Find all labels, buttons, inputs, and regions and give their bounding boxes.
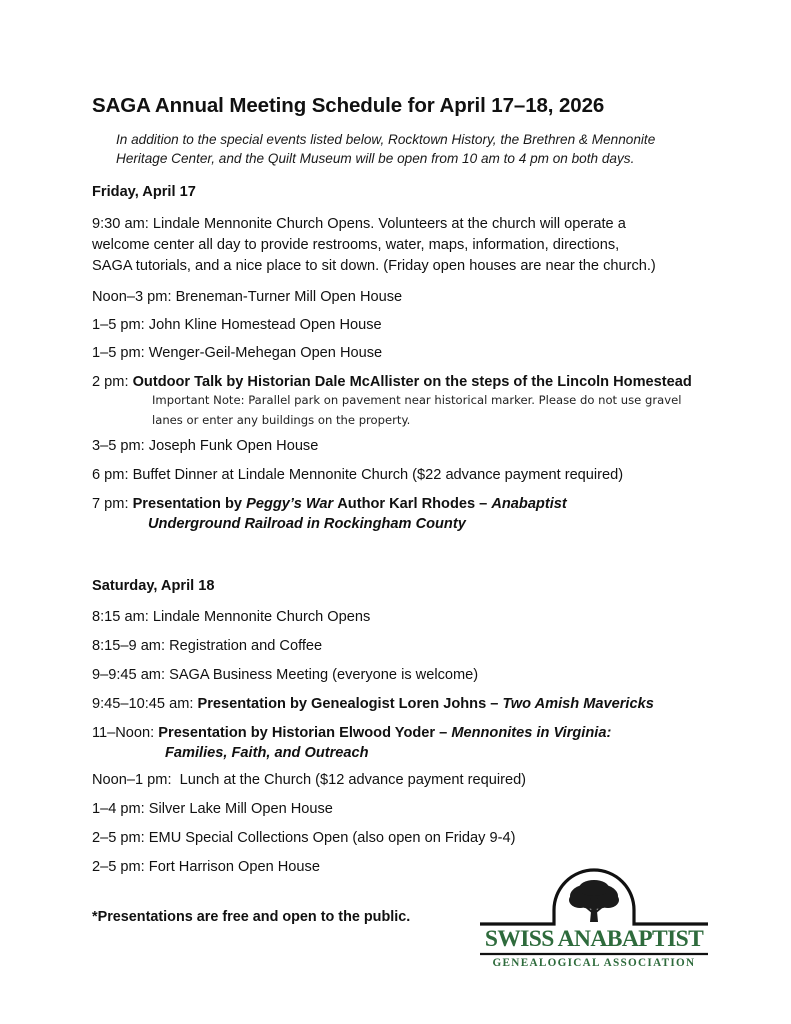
talk-title: Underground Railroad in Rockingham County [148,516,466,532]
entry-time: 1–5 pm: [92,345,145,361]
entry-text: Lunch at the Church ($12 advance payment required) [175,772,527,788]
entry-text: Breneman-Turner Mill Open House [175,289,403,305]
schedule-entry [92,343,382,364]
entry-text: Buffet Dinner at Lindale Mennonite Church ($22 advance payment required) [132,467,624,483]
schedule-entry [92,607,370,628]
entry-text: SAGA tutorials, and a nice place to sit down. (Friday open houses are near the church.) [92,258,656,274]
schedule-entry [92,287,402,308]
entry-time: 2–5 pm: [92,859,145,875]
talk-title: Families, Faith, and Outreach [165,745,369,761]
saturday-heading: Saturday, April 18 [92,578,215,594]
entry-continuation [165,743,369,764]
parking-note [152,390,752,430]
entry-continuation [148,514,466,535]
saga-logo [478,866,710,976]
logo-subtitle: GENEALOGICAL ASSOCIATION [492,957,696,969]
schedule-entry [92,828,515,849]
entry-time: 1–4 pm: [92,801,145,817]
entry-text: welcome center all day to provide restrooms, water, maps, information, directions, [92,237,620,253]
schedule-entry [92,799,333,820]
entry-text: EMU Special Collections Open (also open on Friday 9-4) [148,830,516,846]
schedule-entry-presentation [92,494,567,515]
book-title: Peggy’s War [246,496,334,512]
entry-time: 2 pm: [92,374,129,390]
entry-text: SAGA Business Meeting (everyone is welcome) [169,667,479,683]
schedule-entry [92,465,623,486]
talk-title: Anabaptist [491,496,567,512]
entry-text: Registration and Coffee [169,638,323,654]
page-title: SAGA Annual Meeting Schedule for April 17–18, 2026 [92,94,605,117]
talk-title: Mennonites in Virginia: [451,725,612,741]
oak-tree-icon [569,880,619,922]
entry-time: 7 pm: [92,496,129,512]
entry-time: 9:45–10:45 am: [92,696,194,712]
entry-text: Outdoor Talk by Historian Dale McAllister on the steps of the Lincoln Homestead [132,374,692,390]
entry-time: 6 pm: [92,467,129,483]
entry-text: Presentation by Historian Elwood Yoder – [158,725,448,741]
talk-title: Two Amish Mavericks [502,696,654,712]
note-line: lanes or enter any buildings on the property. [152,413,411,427]
intro-line: Heritage Center, and the Quilt Museum will be open from 10 am to 4 pm on both days. [116,151,635,166]
entry-text: Presentation by [132,496,243,512]
schedule-entry [92,770,526,791]
schedule-entry-friday-opening [92,214,656,277]
schedule-entry [92,636,322,657]
footnote: *Presentations are free and open to the public. [92,909,411,925]
intro-line: In addition to the special events listed below, Rocktown History, the Brethren & Mennonite [116,132,656,147]
entry-text: Presentation by Genealogist Loren Johns – [197,696,499,712]
entry-text: Silver Lake Mill Open House [148,801,333,817]
schedule-entry [92,436,318,457]
entry-time: Noon–3 pm: [92,289,172,305]
entry-text: John Kline Homestead Open House [148,317,382,333]
intro-paragraph [116,130,676,168]
entry-text: 9:30 am: Lindale Mennonite Church Opens. Volunteers at the church will operate a [92,216,626,232]
schedule-entry-presentation [92,723,611,744]
schedule-entry [92,857,320,878]
note-line: Important Note: Parallel park on pavement near historical marker. Please do not use gravel [152,393,682,407]
entry-text: Wenger-Geil-Mehegan Open House [148,345,383,361]
friday-heading: Friday, April 17 [92,184,196,200]
entry-time: 1–5 pm: [92,317,145,333]
entry-time: 2–5 pm: [92,830,145,846]
schedule-entry-presentation [92,694,654,715]
logo-name: SWISS ANABAPTIST [484,926,704,952]
entry-time: Noon–1 pm: [92,772,172,788]
entry-time: 11–Noon: [92,725,155,741]
entry-time: 8:15–9 am: [92,638,166,654]
schedule-entry [92,315,382,336]
entry-text: Author Karl Rhodes – [337,496,488,512]
entry-text: Joseph Funk Open House [148,438,319,454]
entry-text: Lindale Mennonite Church Opens [152,609,371,625]
entry-time: 3–5 pm: [92,438,145,454]
schedule-entry [92,665,478,686]
entry-text: Fort Harrison Open House [148,859,320,875]
entry-time: 8:15 am: [92,609,149,625]
entry-time: 9–9:45 am: [92,667,166,683]
